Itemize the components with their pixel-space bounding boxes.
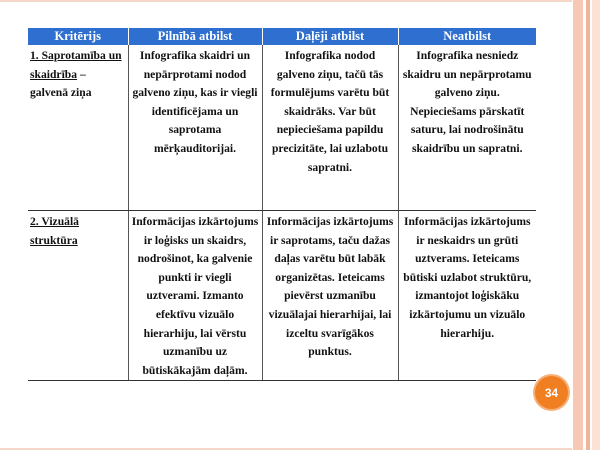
decorative-stripe: [573, 0, 583, 450]
partial-match-cell: Informācijas izkārtojums ir saprotams, taču dažas daļas varētu būt labāk organizētas. Ieteicams pievērst uzmanību vizuālajai hierarhijai, lai izceltu svarīgākos punktus.: [262, 211, 398, 381]
criterion-cell: [28, 45, 128, 211]
criterion-cell: [28, 211, 128, 381]
table-row: [28, 45, 536, 211]
header-no-match: Neatbilst: [398, 28, 536, 45]
no-match-cell: Infografika nesniedz skaidru un nepārprotamu galveno ziņu. Nepieciešams pārskatīt saturu, lai nodrošinātu skaidrību un sapratni.: [398, 45, 536, 211]
evaluation-rubric-table: [28, 28, 536, 381]
full-match-cell: Informācijas izkārtojums ir loģisks un skaidrs, nodrošinot, ka galvenie punkti ir viegli uztverami. Izmanto efektīvu vizuālo hierarhiju, lai vērstu uzmanību uz būtiskākajām daļām.: [128, 211, 262, 381]
table-row: [28, 211, 536, 381]
partial-match-cell: Infografika nodod galveno ziņu, tačū tās formulējums varētu būt skaidrāks. Var būt nepieciešama papildu precizitāte, lai uzlabotu sapratni.: [262, 45, 398, 211]
full-match-cell: Infografika skaidri un nepārprotami nodod galveno ziņu, kas ir viegli identificējama un saprotama mērķauditorijai.: [128, 45, 262, 211]
top-border-line: [0, 0, 572, 2]
page-number-badge: 34: [535, 376, 568, 409]
header-criterion: Kritērijs: [28, 28, 128, 45]
criterion-suffix: – galvenā ziņa: [30, 67, 92, 100]
table-header-row: [28, 28, 536, 45]
header-full-match: Pilnībā atbilst: [128, 28, 262, 45]
criterion-title: 2. Vizuālā struktūra: [30, 215, 79, 247]
no-match-cell: Informācijas izkārtojums ir neskaidrs un grūti uztverams. Ieteicams būtiski uzlabot struktūru, izmantojot loģiskāku izkārtojumu un vizuālo hierarhiju.: [398, 211, 536, 381]
decorative-stripe: [592, 0, 600, 450]
criterion-title: 1. Saprotamība un skaidrība: [30, 49, 122, 81]
header-partial-match: Daļēji atbilst: [262, 28, 398, 45]
decorative-stripe: [586, 0, 590, 450]
